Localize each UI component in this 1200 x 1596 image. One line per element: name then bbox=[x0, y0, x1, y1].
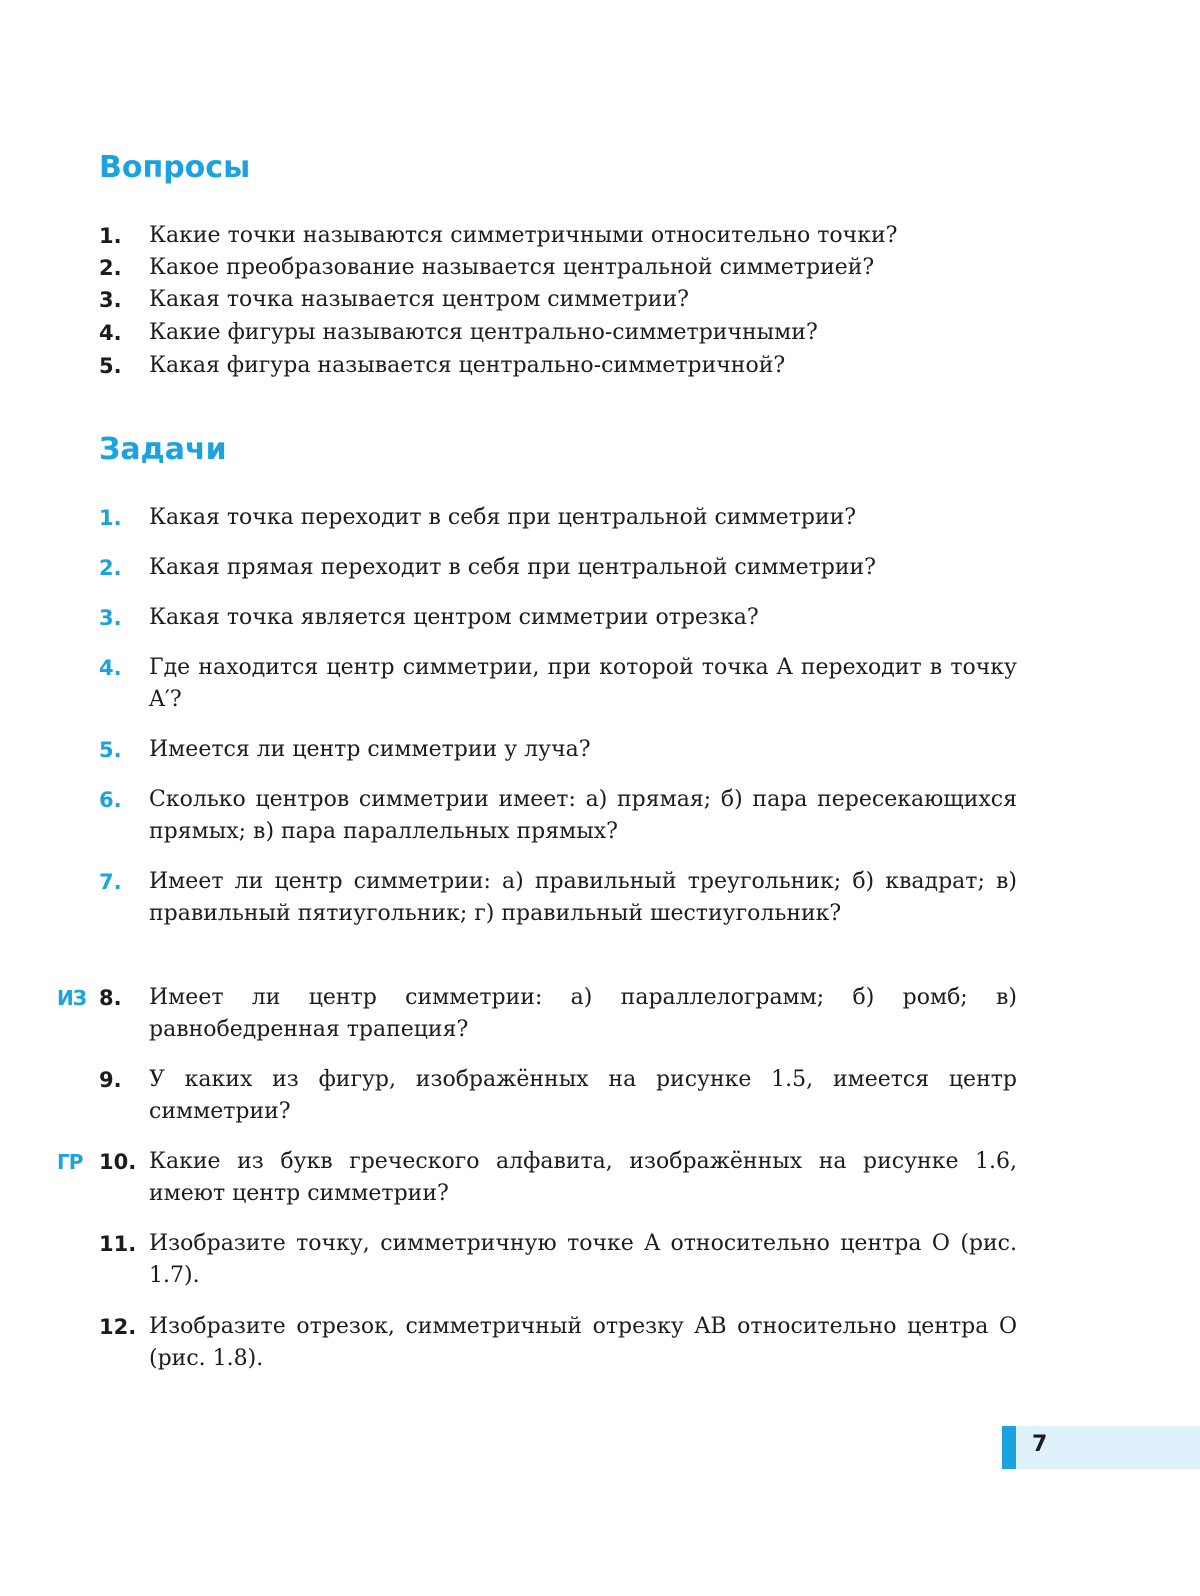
question-number: 2. bbox=[99, 256, 122, 280]
task-number: 1. bbox=[99, 506, 122, 530]
task-number: 10. bbox=[99, 1150, 137, 1174]
tasks-heading: Задачи bbox=[99, 432, 227, 467]
question-text: Какая точка называется центром симметрии? bbox=[149, 287, 689, 312]
page-number: 7 bbox=[1032, 1432, 1048, 1457]
task-number: 11. bbox=[99, 1232, 137, 1256]
question-number: 3. bbox=[99, 288, 122, 312]
question-text: Какое преобразование называется центральной симметрией? bbox=[149, 255, 875, 280]
question-number: 4. bbox=[99, 321, 122, 345]
task-text: Сколько центров симметрии имеет: а) прямая; б) пара пересекающихся прямых; в) пара параллельных прямых? bbox=[149, 787, 1017, 844]
task-text: Имеет ли центр симметрии: а) правильный треугольник; б) квадрат; в) правильный пятиугольник; г) правильный шестиугольник? bbox=[149, 869, 1017, 926]
task-text: Где находится центр симметрии, при которой точка A переходит в точку A′? bbox=[149, 655, 1017, 712]
task-number: 4. bbox=[99, 656, 122, 680]
task-text: У каких из фигур, изображённых на рисунке 1.5, имеется центр симметрии? bbox=[149, 1067, 1017, 1124]
task-number: 2. bbox=[99, 556, 122, 580]
question-text: Какие точки называются симметричными относительно точки? bbox=[149, 223, 898, 248]
task-text: Имеется ли центр симметрии у луча? bbox=[149, 737, 591, 762]
task-text: Изобразите отрезок, симметричный отрезку AB относительно центра O (рис. 1.8). bbox=[149, 1314, 1017, 1371]
question-text: Какая фигура называется центрально-симметричной? bbox=[149, 353, 786, 378]
task-number: 6. bbox=[99, 788, 122, 812]
task-text: Какая точка переходит в себя при центральной симметрии? bbox=[149, 505, 857, 530]
task-text: Какие из букв греческого алфавита, изображённых на рисунке 1.6, имеют центр симметрии? bbox=[149, 1149, 1017, 1206]
questions-heading: Вопросы bbox=[99, 150, 251, 185]
task-number: 5. bbox=[99, 738, 122, 762]
page-number-box bbox=[1002, 1426, 1200, 1469]
task-number: 9. bbox=[99, 1068, 122, 1092]
task-marker: ГР bbox=[57, 1150, 83, 1174]
task-text: Какая точка является центром симметрии отрезка? bbox=[149, 605, 759, 630]
task-text: Изобразите точку, симметричную точке A относительно центра O (рис. 1.7). bbox=[149, 1231, 1017, 1288]
task-number: 7. bbox=[99, 870, 122, 894]
task-number: 3. bbox=[99, 606, 122, 630]
question-text: Какие фигуры называются центрально-симметричными? bbox=[149, 320, 818, 345]
question-number: 1. bbox=[99, 224, 122, 248]
task-text: Имеет ли центр симметрии: а) параллелограмм; б) ромб; в) равнобедренная трапеция? bbox=[149, 985, 1017, 1042]
task-marker: ИЗ bbox=[57, 986, 86, 1010]
task-number: 8. bbox=[99, 986, 122, 1010]
task-text: Какая прямая переходит в себя при центральной симметрии? bbox=[149, 555, 876, 580]
question-number: 5. bbox=[99, 354, 122, 378]
task-number: 12. bbox=[99, 1315, 137, 1339]
page-number-accent-bar bbox=[1002, 1426, 1016, 1469]
